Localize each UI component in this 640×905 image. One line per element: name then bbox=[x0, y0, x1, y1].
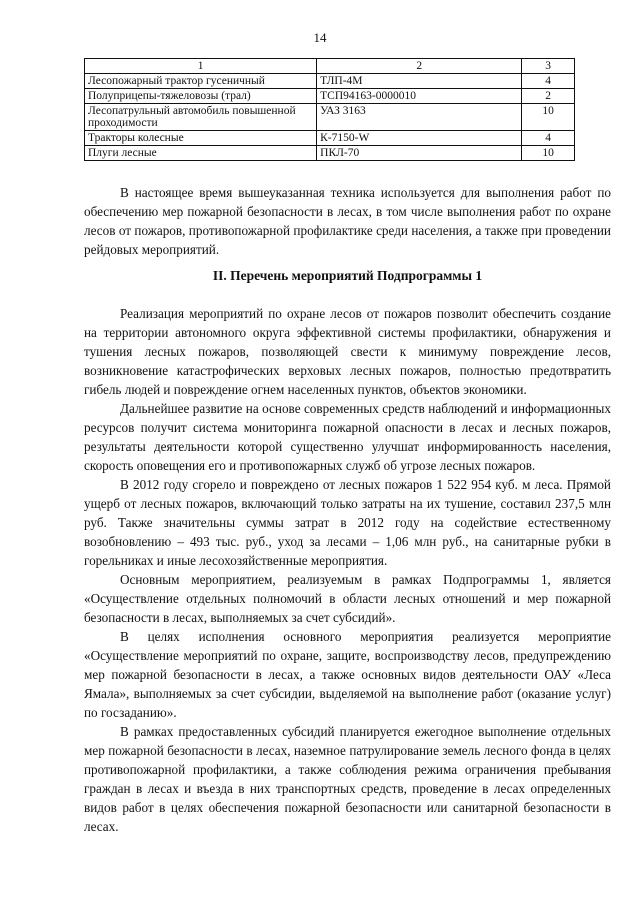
equipment-qty-cell: 4 bbox=[522, 131, 575, 146]
section-heading: II. Перечень мероприятий Подпрограммы 1 bbox=[212, 268, 483, 283]
equipment-model-cell: ПКЛ-70 bbox=[317, 146, 522, 161]
body-paragraph: В рамках предоставленных субсидий планируется ежегодное выполнение отдельных мер пожарной безопасности в лесах, наземное патрулирование земель лесного фонда в целях противопожарной профилактики, а также соблюдения режима ограничения пребывания граждан в лесах и въезда в них транспортных средств, проведение в лесах определенных видов работ в целях обеспечения пожарной безопасности или санитарной безопасности в лесах. bbox=[84, 724, 611, 834]
equipment-model-cell: ТСП94163-0000010 bbox=[317, 89, 522, 104]
table-row bbox=[85, 146, 575, 161]
table-header-row bbox=[85, 59, 575, 74]
table-row bbox=[85, 104, 575, 131]
body-paragraph: В целях исполнения основного мероприятия реализуется мероприятие «Осуществление мероприятий по охране, защите, воспроизводству лесов, предупреждению мер пожарной безопасности в лесах, а также основных видов деятельности ОАУ «Леса Ямала», выполняемых за счет субсидии, выделяемой на выполнение работ (оказание услуг) по госзаданию». bbox=[84, 629, 611, 720]
intro-paragraph: В настоящее время вышеуказанная техника используется для выполнения работ по обеспечению мер пожарной безопасности в лесах, в том числе выполнения работ по охране лесов от пожаров, противопожарной профилактике среди населения, а также при проведении рейдовых мероприятий. bbox=[84, 185, 611, 257]
table-row bbox=[85, 74, 575, 89]
intro-text bbox=[84, 183, 611, 259]
equipment-name-cell: Плуги лесные bbox=[85, 146, 317, 161]
body-paragraph: Основным мероприятием, реализуемым в рамках Подпрограммы 1, является «Осуществление отдельных полномочий в области лесных отношений и мер пожарной безопасности в лесах, выполняемых за счет субсидий». bbox=[84, 572, 611, 625]
equipment-qty-cell: 10 bbox=[522, 146, 575, 161]
equipment-model-cell: К-7150-W bbox=[317, 131, 522, 146]
table-row bbox=[85, 131, 575, 146]
equipment-name-cell: Тракторы колесные bbox=[85, 131, 317, 146]
equipment-name-cell: Полуприцепы-тяжеловозы (трал) bbox=[85, 89, 317, 104]
body-text bbox=[84, 304, 611, 836]
table-header-cell: 2 bbox=[317, 59, 522, 74]
table-header-cell: 1 bbox=[85, 59, 317, 74]
body-paragraph: Дальнейшее развитие на основе современных средств наблюдений и информационных ресурсов получит система мониторинга пожарной опасности в лесах и лесных пожаров, результаты деятельности которой существенно улучшат информированность населения, скорость оповещения его и противопожарных служб об угрозе лесных пожаров. bbox=[84, 401, 611, 473]
equipment-model-cell: УАЗ 3163 bbox=[317, 104, 522, 131]
equipment-table bbox=[84, 58, 575, 161]
equipment-qty-cell: 4 bbox=[522, 74, 575, 89]
equipment-name-cell: Лесопатрульный автомобиль повышенной проходимости bbox=[85, 104, 317, 131]
table-header-cell: 3 bbox=[522, 59, 575, 74]
body-paragraph: Реализация мероприятий по охране лесов от пожаров позволит обеспечить создание на территории автономного округа эффективной системы профилактики, обнаружения и тушения лесных пожаров, позволяющей свести к минимуму повреждение лесов, возникновение катастрофических верховых лесных пожаров, полностью предотвратить гибель людей и повреждение огнем населенных пунктов, объектов экономики. bbox=[84, 306, 611, 397]
equipment-name-cell: Лесопожарный трактор гусеничный bbox=[85, 74, 317, 89]
body-paragraph: В 2012 году сгорело и повреждено от лесных пожаров 1 522 954 куб. м леса. Прямой ущерб от лесных пожаров, включающий только затраты на их тушение, составил 237,5 млн руб. Также значительны суммы затрат в 2012 году на содействие естественному возобновлению – 493 тыс. руб., уход за лесами – 1,06 млн руб., на санитарные рубки в горельниках и иные лесохозяйственные мероприятия. bbox=[84, 477, 611, 568]
equipment-qty-cell: 2 bbox=[522, 89, 575, 104]
table-row bbox=[85, 89, 575, 104]
equipment-model-cell: ТЛП-4М bbox=[317, 74, 522, 89]
equipment-qty-cell: 10 bbox=[522, 104, 575, 131]
page-number: 14 bbox=[313, 30, 327, 45]
